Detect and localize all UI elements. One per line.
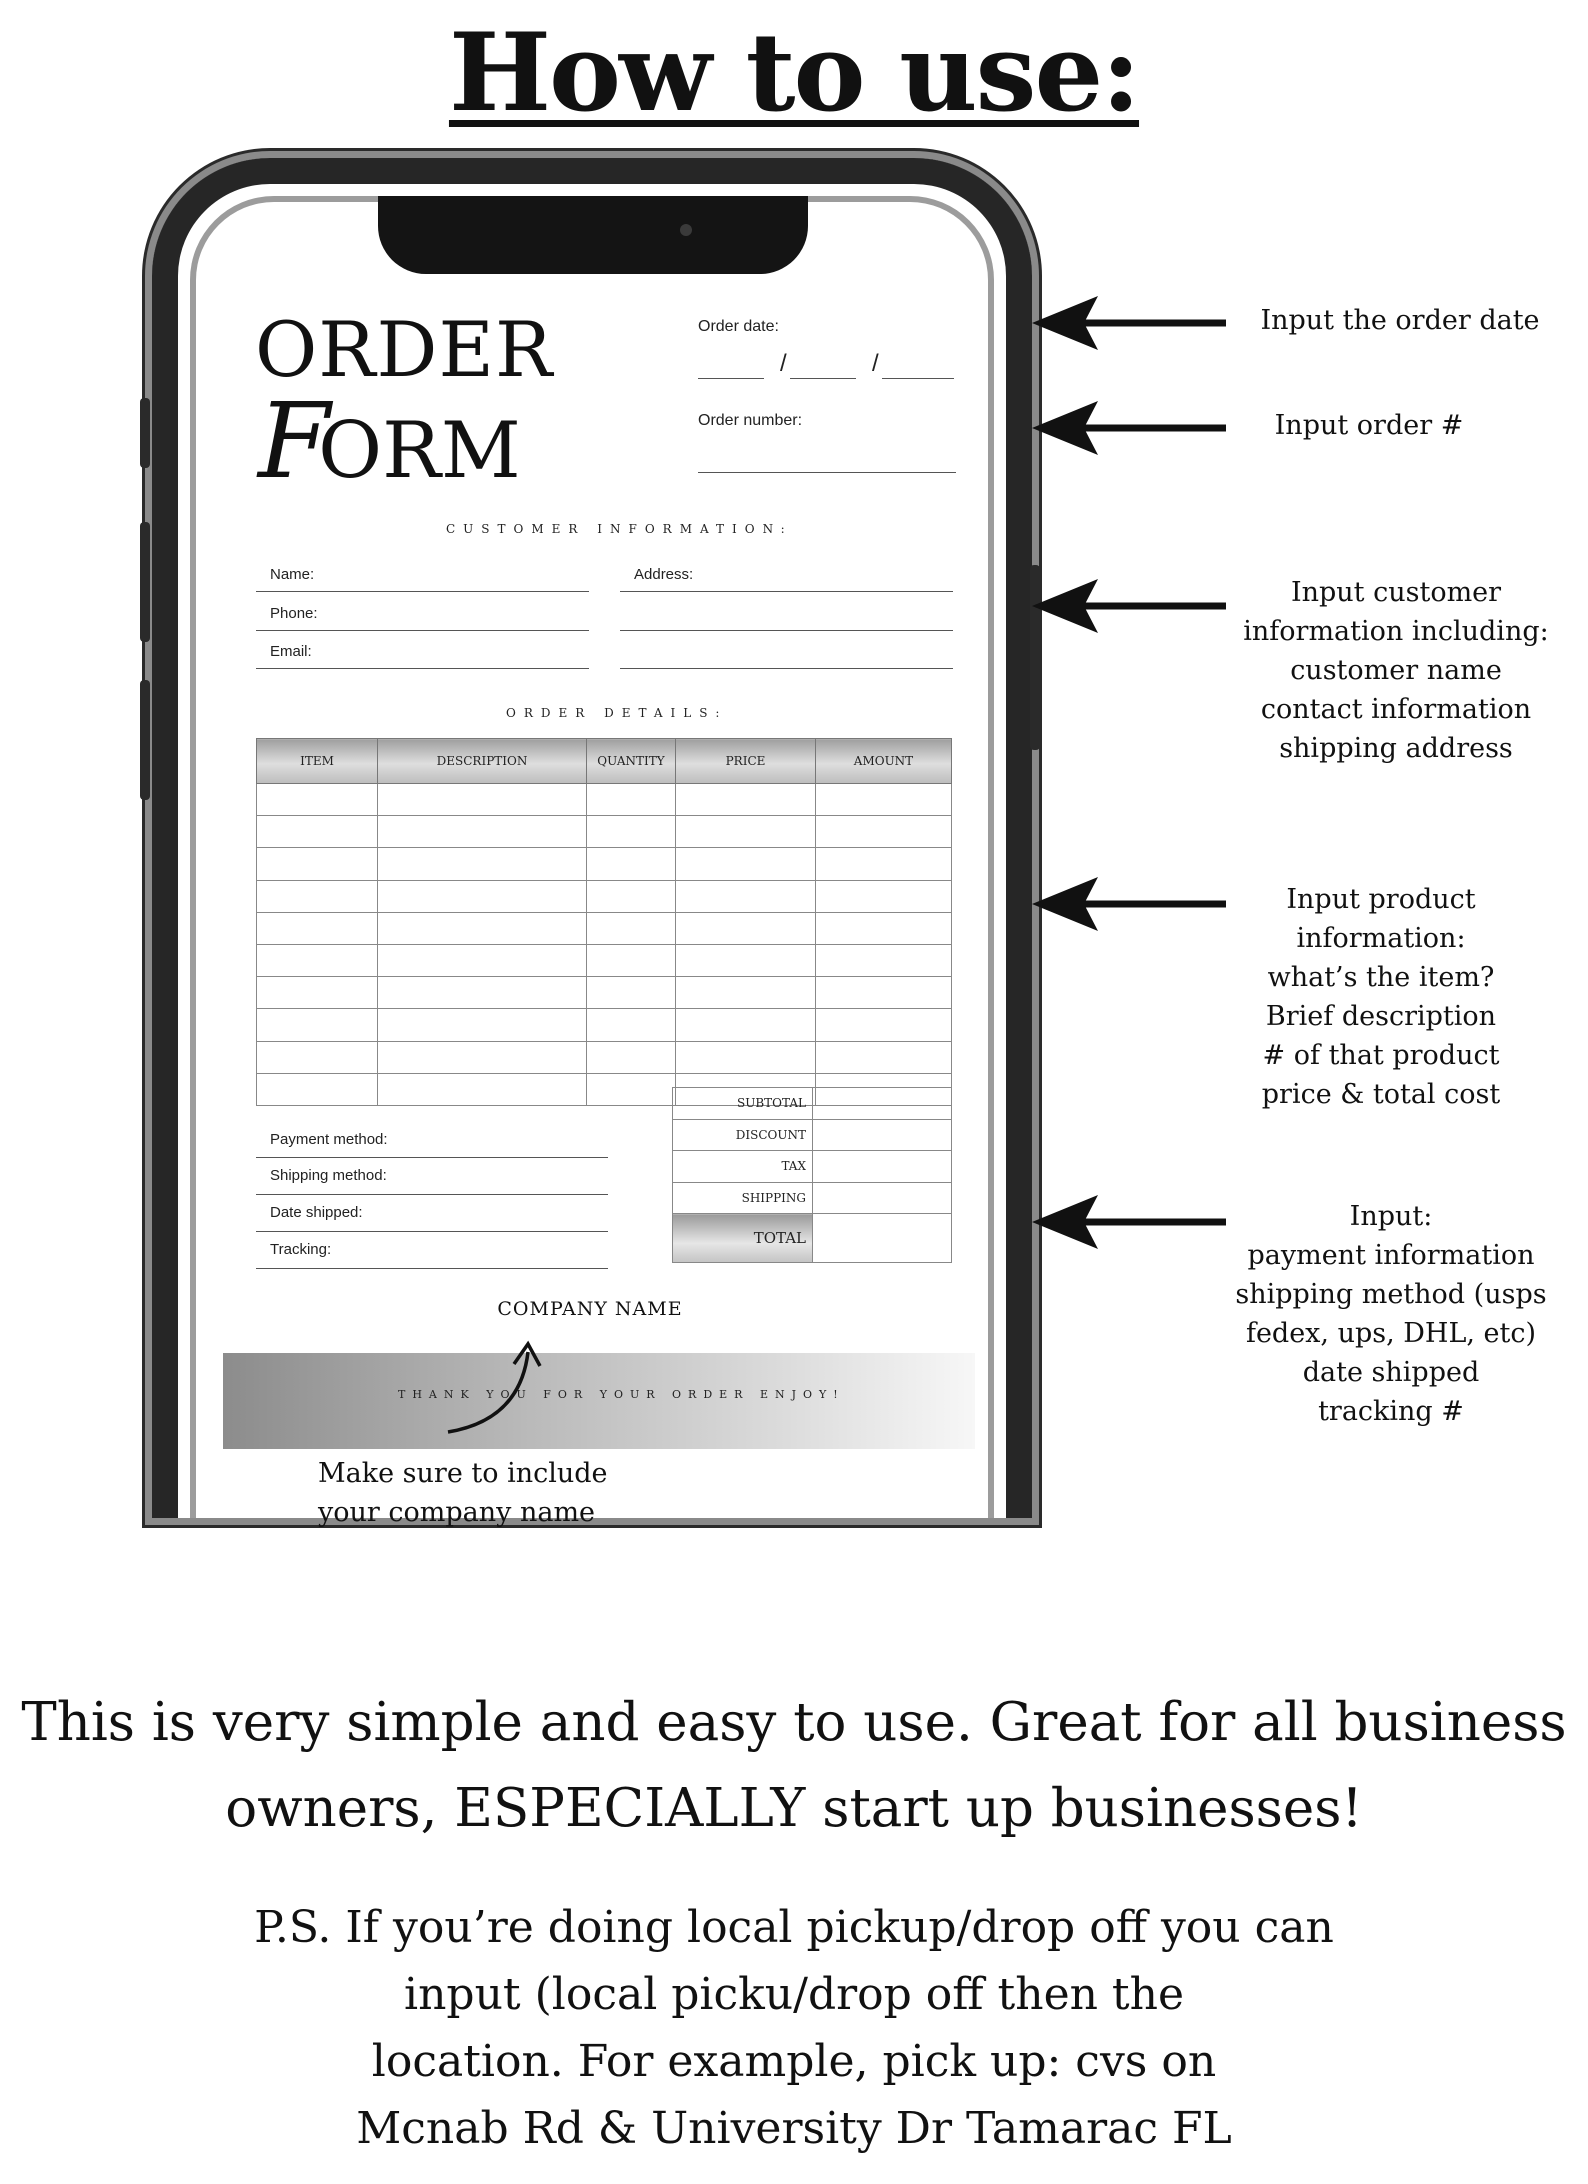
subtotal-row: [673, 1088, 952, 1120]
column-header-description: DESCRIPTION: [378, 739, 587, 784]
form-title-rest: ORM: [318, 406, 521, 496]
total-label: TOTAL: [673, 1214, 813, 1263]
table-cell[interactable]: [816, 1041, 952, 1073]
table-cell[interactable]: [587, 944, 676, 976]
tracking-label: Tracking:: [270, 1241, 332, 1258]
form-title-form: [258, 380, 521, 502]
thank-you-banner: [223, 1353, 975, 1449]
table-cell[interactable]: [378, 1009, 587, 1041]
annotation-line: Input:: [1349, 1201, 1433, 1232]
address-label: Address:: [634, 566, 694, 583]
phone-volume-up-button: [140, 522, 150, 642]
table-row: [257, 784, 952, 816]
ps-line: input (local picku/drop off then the: [404, 1969, 1184, 2020]
table-cell[interactable]: [587, 816, 676, 848]
tax-row: [673, 1151, 952, 1183]
order-items-body: [257, 784, 952, 1106]
table-cell[interactable]: [257, 1041, 378, 1073]
annotation-line: Input customer: [1290, 577, 1502, 608]
date-shipped-label: Date shipped:: [270, 1204, 363, 1221]
table-cell[interactable]: [676, 880, 816, 912]
ps-line: location. For example, pick up: cvs on: [371, 2036, 1217, 2087]
phone-field[interactable]: [256, 630, 589, 631]
table-row: [257, 1041, 952, 1073]
table-cell[interactable]: [816, 848, 952, 880]
table-cell[interactable]: [676, 784, 816, 816]
table-cell[interactable]: [676, 848, 816, 880]
table-cell[interactable]: [257, 1073, 378, 1105]
table-row: [257, 816, 952, 848]
table-cell[interactable]: [816, 880, 952, 912]
discount-row: [673, 1119, 952, 1151]
footer-ps: [0, 1894, 1588, 2162]
table-cell[interactable]: [257, 880, 378, 912]
table-cell[interactable]: [587, 784, 676, 816]
column-header-quantity: QUANTITY: [587, 739, 676, 784]
email-label: Email:: [270, 643, 312, 660]
footer-line-2: owners, ESPECIALLY start up businesses!: [225, 1778, 1363, 1839]
order-date-label: Order date:: [698, 318, 779, 335]
payment-method-field[interactable]: [256, 1157, 608, 1158]
annotation-line: information:: [1296, 923, 1466, 954]
table-cell[interactable]: [257, 1009, 378, 1041]
table-cell[interactable]: [587, 848, 676, 880]
subtotal-value[interactable]: [813, 1088, 952, 1120]
table-row: [257, 977, 952, 1009]
table-cell[interactable]: [587, 977, 676, 1009]
table-cell[interactable]: [257, 912, 378, 944]
column-header-price: PRICE: [676, 739, 816, 784]
annotation-customer: [1226, 573, 1566, 768]
table-cell[interactable]: [378, 1041, 587, 1073]
annotation-order-number: Input order #: [1274, 410, 1464, 441]
arrow-left-icon: [1032, 401, 1226, 455]
order-date-separator: /: [872, 350, 879, 377]
thank-you-text: THANK YOU FOR YOUR ORDER ENJOY!: [398, 1388, 845, 1401]
table-cell[interactable]: [676, 912, 816, 944]
table-cell[interactable]: [816, 944, 952, 976]
customer-info-heading: CUSTOMER INFORMATION:: [446, 522, 793, 536]
payment-method-label: Payment method:: [270, 1131, 388, 1148]
annotation-line: price & total cost: [1261, 1079, 1501, 1110]
annotation-line: payment information: [1247, 1240, 1535, 1271]
phone-notch: [378, 196, 808, 274]
table-row: [257, 944, 952, 976]
annotation-line: shipping address: [1279, 733, 1513, 764]
annotation-company: [318, 1454, 618, 1532]
annotation-product: [1226, 880, 1536, 1114]
annotation-line: tracking #: [1318, 1396, 1464, 1427]
table-cell[interactable]: [378, 848, 587, 880]
address-field-line-2[interactable]: [620, 630, 953, 631]
table-row: [257, 880, 952, 912]
table-cell[interactable]: [676, 1009, 816, 1041]
annotation-line: Input product: [1286, 884, 1476, 915]
phone-mute-switch: [140, 398, 150, 468]
table-cell[interactable]: [816, 977, 952, 1009]
order-number-field[interactable]: [698, 472, 956, 473]
order-items-table: [256, 738, 952, 1106]
shipping-label: SHIPPING: [673, 1182, 813, 1214]
table-cell[interactable]: [257, 944, 378, 976]
address-field-line-3[interactable]: [620, 668, 953, 669]
annotation-line: customer name: [1290, 655, 1502, 686]
ps-line: P.S. If you’re doing local pickup/drop off you can: [254, 1902, 1334, 1953]
table-cell[interactable]: [816, 816, 952, 848]
annotation-line: information including:: [1243, 616, 1549, 647]
column-header-amount: AMOUNT: [816, 739, 952, 784]
table-cell[interactable]: [587, 1009, 676, 1041]
total-row: [673, 1214, 952, 1263]
phone-label: Phone:: [270, 605, 318, 622]
table-cell[interactable]: [257, 816, 378, 848]
arrow-left-icon: [1032, 877, 1226, 931]
annotation-line: your company name: [318, 1497, 596, 1528]
table-cell[interactable]: [816, 912, 952, 944]
table-row: [257, 912, 952, 944]
table-cell[interactable]: [378, 944, 587, 976]
footer-line-1: This is very simple and easy to use. Great for all business: [21, 1692, 1567, 1753]
form-title-order: ORDER: [255, 305, 554, 394]
arrow-left-icon: [1032, 296, 1226, 350]
annotation-line: date shipped: [1302, 1357, 1480, 1388]
annotation-line: what’s the item?: [1267, 962, 1495, 993]
date-shipped-field[interactable]: [256, 1231, 608, 1232]
discount-label: DISCOUNT: [673, 1119, 813, 1151]
table-cell[interactable]: [676, 944, 816, 976]
email-field[interactable]: [256, 668, 589, 669]
table-cell[interactable]: [587, 912, 676, 944]
table-cell[interactable]: [378, 912, 587, 944]
table-row: [257, 848, 952, 880]
shipping-method-field[interactable]: [256, 1194, 608, 1195]
order-items-header-row: [257, 739, 952, 784]
table-cell[interactable]: [587, 1073, 676, 1105]
annotation-line: contact information: [1260, 694, 1532, 725]
table-cell[interactable]: [257, 977, 378, 1009]
total-value[interactable]: [813, 1214, 952, 1263]
table-cell[interactable]: [676, 1041, 816, 1073]
table-cell[interactable]: [378, 816, 587, 848]
table-cell[interactable]: [676, 816, 816, 848]
order-date-month-field[interactable]: [698, 378, 764, 379]
totals-table: [672, 1087, 952, 1263]
footer-description: [0, 1680, 1588, 1852]
ps-line: Mcnab Rd & University Dr Tamarac FL: [356, 2103, 1232, 2154]
annotation-order-date: Input the order date: [1260, 305, 1540, 336]
table-cell[interactable]: [816, 1009, 952, 1041]
order-date-separator: /: [780, 350, 787, 377]
annotation-line: # of that product: [1262, 1040, 1500, 1071]
front-camera: [680, 224, 692, 236]
discount-value[interactable]: [813, 1119, 952, 1151]
annotation-payment: [1216, 1197, 1566, 1431]
phone-power-button: [1030, 565, 1040, 750]
name-field[interactable]: [256, 591, 589, 592]
column-header-item: ITEM: [257, 739, 378, 784]
page-heading: How to use:: [448, 10, 1140, 136]
table-cell[interactable]: [378, 1073, 587, 1105]
table-cell[interactable]: [257, 784, 378, 816]
shipping-method-label: Shipping method:: [270, 1167, 387, 1184]
annotation-line: fedex, ups, DHL, etc): [1245, 1318, 1537, 1349]
table-cell[interactable]: [257, 848, 378, 880]
tax-value[interactable]: [813, 1151, 952, 1183]
table-cell[interactable]: [378, 880, 587, 912]
subtotal-label: SUBTOTAL: [673, 1088, 813, 1120]
annotation-line: Brief description: [1265, 1001, 1497, 1032]
tax-label: TAX: [673, 1151, 813, 1183]
shipping-value[interactable]: [813, 1182, 952, 1214]
order-details-heading: ORDER DETAILS:: [506, 706, 728, 720]
order-date-day-field[interactable]: [790, 378, 856, 379]
order-date-year-field[interactable]: [882, 378, 954, 379]
name-label: Name:: [270, 566, 315, 583]
shipping-row: [673, 1182, 952, 1214]
arrow-left-icon: [1032, 579, 1226, 633]
company-name: COMPANY NAME: [497, 1298, 683, 1320]
table-cell[interactable]: [378, 977, 587, 1009]
phone-volume-down-button: [140, 680, 150, 800]
order-number-label: Order number:: [698, 412, 803, 429]
table-cell[interactable]: [676, 977, 816, 1009]
table-cell[interactable]: [816, 784, 952, 816]
table-cell[interactable]: [378, 784, 587, 816]
table-row: [257, 1009, 952, 1041]
table-cell[interactable]: [587, 1041, 676, 1073]
annotation-line: Make sure to include: [318, 1458, 608, 1489]
arrow-left-icon: [1032, 1195, 1226, 1249]
address-field-line-1[interactable]: [620, 591, 953, 592]
annotation-line: shipping method (usps: [1235, 1279, 1547, 1310]
form-title-script-letter: F: [258, 380, 331, 502]
tracking-field[interactable]: [256, 1268, 608, 1269]
table-cell[interactable]: [587, 880, 676, 912]
